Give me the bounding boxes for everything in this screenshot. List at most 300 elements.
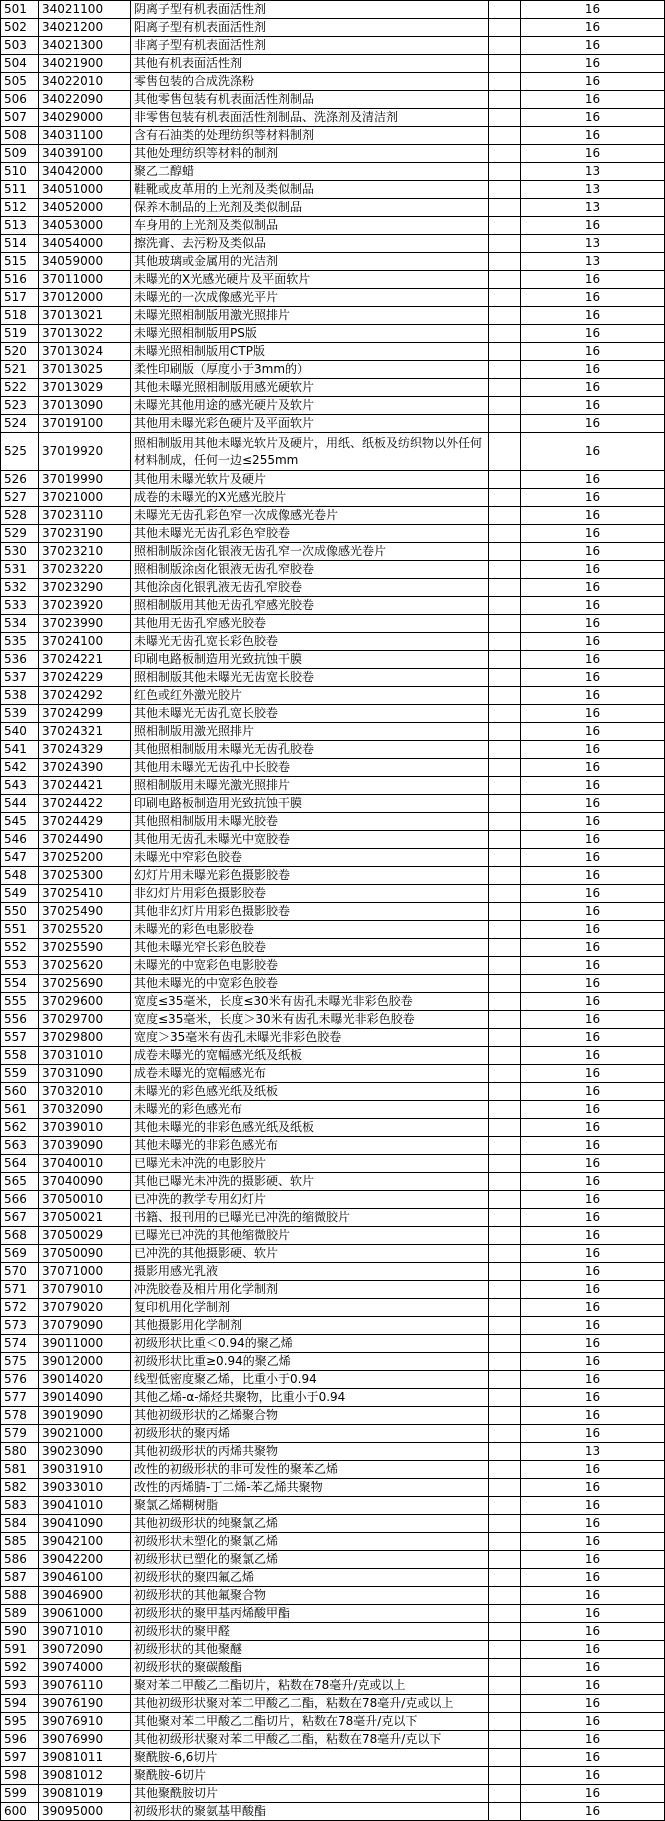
- row-number: 538: [1, 687, 39, 705]
- tax-rate: 16: [521, 1173, 665, 1191]
- tax-rate: 16: [521, 1713, 665, 1731]
- tax-rate: 16: [521, 1479, 665, 1497]
- blank-cell: [489, 1803, 521, 1821]
- table-row: [1, 1029, 665, 1047]
- tax-rate: 13: [521, 1443, 665, 1461]
- tax-rate: 16: [521, 1065, 665, 1083]
- tax-rate: 16: [521, 1659, 665, 1677]
- commodity-name: 非离子型有机表面活性剂: [131, 37, 489, 55]
- tax-rate: 16: [521, 993, 665, 1011]
- blank-cell: [489, 181, 521, 199]
- blank-cell: [489, 1695, 521, 1713]
- commodity-code: 37023190: [39, 525, 131, 543]
- commodity-code: 37024490: [39, 831, 131, 849]
- blank-cell: [489, 489, 521, 507]
- row-number: 572: [1, 1299, 39, 1317]
- commodity-name: 其他未曝光的非彩色感光布: [131, 1137, 489, 1155]
- row-number: 598: [1, 1767, 39, 1785]
- row-number: 501: [1, 1, 39, 19]
- blank-cell: [489, 1551, 521, 1569]
- tax-rate: 16: [521, 1749, 665, 1767]
- blank-cell: [489, 1785, 521, 1803]
- blank-cell: [489, 127, 521, 145]
- blank-cell: [489, 1317, 521, 1335]
- commodity-name: 阳离子型有机表面活性剂: [131, 19, 489, 37]
- commodity-code: 37013021: [39, 307, 131, 325]
- commodity-code: 37023290: [39, 579, 131, 597]
- tax-rate: 16: [521, 597, 665, 615]
- commodity-code: 37023920: [39, 597, 131, 615]
- tax-rate: 16: [521, 1263, 665, 1281]
- table-row: [1, 1011, 665, 1029]
- commodity-name: 其他零售包装有机表面活性剂制品: [131, 91, 489, 109]
- commodity-code: 34031100: [39, 127, 131, 145]
- table-row: [1, 1443, 665, 1461]
- commodity-code: 39041010: [39, 1497, 131, 1515]
- commodity-code: 34029000: [39, 109, 131, 127]
- commodity-code: 37023990: [39, 615, 131, 633]
- blank-cell: [489, 993, 521, 1011]
- table-row: [1, 1731, 665, 1749]
- table-row: [1, 939, 665, 957]
- table-row: [1, 1713, 665, 1731]
- tax-rate: 16: [521, 307, 665, 325]
- blank-cell: [489, 939, 521, 957]
- commodity-code: 37013090: [39, 397, 131, 415]
- blank-cell: [489, 885, 521, 903]
- commodity-name: 初级形状的聚甲基丙烯酸甲酯: [131, 1605, 489, 1623]
- tax-rate: 13: [521, 163, 665, 181]
- tax-rate: 16: [521, 489, 665, 507]
- commodity-code: 37025490: [39, 903, 131, 921]
- commodity-name: 其他用无齿孔未曝光中宽胶卷: [131, 831, 489, 849]
- table-row: [1, 37, 665, 55]
- blank-cell: [489, 325, 521, 343]
- row-number: 532: [1, 579, 39, 597]
- blank-cell: [489, 55, 521, 73]
- commodity-code: 39042100: [39, 1533, 131, 1551]
- commodity-name: 照相制版用其他无齿孔窄感光胶卷: [131, 597, 489, 615]
- commodity-code: 37079020: [39, 1299, 131, 1317]
- tax-rate: 16: [521, 975, 665, 993]
- table-row: [1, 127, 665, 145]
- commodity-code: 37050029: [39, 1227, 131, 1245]
- commodity-code: 39081019: [39, 1785, 131, 1803]
- blank-cell: [489, 1515, 521, 1533]
- tax-rate: 16: [521, 145, 665, 163]
- table-row: [1, 91, 665, 109]
- commodity-code: 37024229: [39, 669, 131, 687]
- blank-cell: [489, 217, 521, 235]
- tax-rate: 16: [521, 831, 665, 849]
- commodity-name: 其他用未曝光彩色硬片及平面软片: [131, 415, 489, 433]
- table-row: [1, 109, 665, 127]
- commodity-code: 34059000: [39, 253, 131, 271]
- commodity-name: 其他初级形状聚对苯二甲酸乙二酯，粘数在78毫升/克以下: [131, 1731, 489, 1749]
- row-number: 590: [1, 1623, 39, 1641]
- commodity-code: 37024390: [39, 759, 131, 777]
- row-number: 524: [1, 415, 39, 433]
- tax-rate: 16: [521, 651, 665, 669]
- row-number: 559: [1, 1065, 39, 1083]
- table-row: [1, 1767, 665, 1785]
- commodity-code: 34054000: [39, 235, 131, 253]
- row-number: 556: [1, 1011, 39, 1029]
- tax-rate: 16: [521, 723, 665, 741]
- commodity-name: 其他未曝光无齿孔宽长胶卷: [131, 705, 489, 723]
- table-row: [1, 1479, 665, 1497]
- commodity-name: 初级形状未塑化的聚氯乙烯: [131, 1533, 489, 1551]
- table-row: [1, 1, 665, 19]
- commodity-code: 39076910: [39, 1713, 131, 1731]
- tax-rate: 16: [521, 1353, 665, 1371]
- blank-cell: [489, 615, 521, 633]
- tax-rate: 16: [521, 795, 665, 813]
- commodity-name: 初级形状的聚碳酸酯: [131, 1659, 489, 1677]
- tax-rate: 16: [521, 1299, 665, 1317]
- commodity-code: 37029700: [39, 1011, 131, 1029]
- commodity-code: 37025300: [39, 867, 131, 885]
- table-row: [1, 633, 665, 651]
- commodity-name: 其他未曝光的中宽彩色胶卷: [131, 975, 489, 993]
- tax-rate: 16: [521, 1209, 665, 1227]
- blank-cell: [489, 651, 521, 669]
- tax-rate: 13: [521, 199, 665, 217]
- row-number: 588: [1, 1587, 39, 1605]
- blank-cell: [489, 597, 521, 615]
- commodity-code: 37024299: [39, 705, 131, 723]
- tax-rate: 16: [521, 271, 665, 289]
- commodity-name: 初级形状的其他氟聚合物: [131, 1587, 489, 1605]
- blank-cell: [489, 1443, 521, 1461]
- tax-rate: 16: [521, 705, 665, 723]
- commodity-code: 37029800: [39, 1029, 131, 1047]
- blank-cell: [489, 1137, 521, 1155]
- tax-rate: 16: [521, 1569, 665, 1587]
- blank-cell: [489, 1335, 521, 1353]
- blank-cell: [489, 1047, 521, 1065]
- tax-rate: 16: [521, 37, 665, 55]
- commodity-code: 39042200: [39, 1551, 131, 1569]
- blank-cell: [489, 1119, 521, 1137]
- row-number: 585: [1, 1533, 39, 1551]
- table-row: [1, 741, 665, 759]
- table-row: [1, 1263, 665, 1281]
- commodity-name: 其他未曝光窄长彩色胶卷: [131, 939, 489, 957]
- commodity-name: 其他照相制版用未曝光无齿孔胶卷: [131, 741, 489, 759]
- commodity-name: 幻灯片用未曝光彩色摄影胶卷: [131, 867, 489, 885]
- commodity-code: 37024321: [39, 723, 131, 741]
- table-row: [1, 235, 665, 253]
- blank-cell: [489, 289, 521, 307]
- blank-cell: [489, 669, 521, 687]
- tax-rate: 13: [521, 253, 665, 271]
- row-number: 525: [1, 433, 39, 471]
- commodity-code: 37019100: [39, 415, 131, 433]
- row-number: 571: [1, 1281, 39, 1299]
- table-row: [1, 73, 665, 91]
- commodity-code: 37025200: [39, 849, 131, 867]
- tax-rate: 16: [521, 1191, 665, 1209]
- row-number: 593: [1, 1677, 39, 1695]
- commodity-name: 其他初级形状聚对苯二甲酸乙二酯，粘数在78毫升/克或以上: [131, 1695, 489, 1713]
- commodity-code: 39074000: [39, 1659, 131, 1677]
- commodity-code: 34021200: [39, 19, 131, 37]
- commodity-code: 34042000: [39, 163, 131, 181]
- commodity-code: 37024329: [39, 741, 131, 759]
- row-number: 555: [1, 993, 39, 1011]
- table-row: [1, 433, 665, 471]
- blank-cell: [489, 579, 521, 597]
- row-number: 561: [1, 1101, 39, 1119]
- blank-cell: [489, 253, 521, 271]
- commodity-name: 照相制版用激光照排片: [131, 723, 489, 741]
- table-row: [1, 615, 665, 633]
- table-row: [1, 361, 665, 379]
- tax-rate: 16: [521, 633, 665, 651]
- blank-cell: [489, 867, 521, 885]
- blank-cell: [489, 1011, 521, 1029]
- commodity-code: 37011000: [39, 271, 131, 289]
- commodity-code: 37071000: [39, 1263, 131, 1281]
- row-number: 517: [1, 289, 39, 307]
- commodity-name: 其他用未曝光软片及硬片: [131, 471, 489, 489]
- blank-cell: [489, 37, 521, 55]
- row-number: 566: [1, 1191, 39, 1209]
- tax-rate: 16: [521, 361, 665, 379]
- commodity-code: 37039090: [39, 1137, 131, 1155]
- tax-rate: 16: [521, 1389, 665, 1407]
- commodity-name: 宽度＞35毫米有齿孔未曝光非彩色胶卷: [131, 1029, 489, 1047]
- commodity-name: 其他初级形状的丙烯共聚物: [131, 1443, 489, 1461]
- tax-rate: 16: [521, 1245, 665, 1263]
- commodity-code: 39033010: [39, 1479, 131, 1497]
- table-row: [1, 579, 665, 597]
- blank-cell: [489, 1425, 521, 1443]
- blank-cell: [489, 507, 521, 525]
- table-row: [1, 507, 665, 525]
- table-row: [1, 1515, 665, 1533]
- tax-rate: 16: [521, 1641, 665, 1659]
- commodity-name: 其他初级形状的乙烯聚合物: [131, 1407, 489, 1425]
- tax-rate: 16: [521, 1137, 665, 1155]
- commodity-code: 37031090: [39, 1065, 131, 1083]
- commodity-code: 39061000: [39, 1605, 131, 1623]
- row-number: 535: [1, 633, 39, 651]
- commodity-code: 39014020: [39, 1371, 131, 1389]
- row-number: 553: [1, 957, 39, 975]
- commodity-name: 成卷未曝光的宽幅感光纸及纸板: [131, 1047, 489, 1065]
- commodity-name: 其他摄影用化学制剂: [131, 1317, 489, 1335]
- commodity-code: 39076990: [39, 1731, 131, 1749]
- tax-rate: 16: [521, 433, 665, 471]
- table-row: [1, 1533, 665, 1551]
- commodity-code: 34021300: [39, 37, 131, 55]
- row-number: 526: [1, 471, 39, 489]
- row-number: 581: [1, 1461, 39, 1479]
- table-row: [1, 343, 665, 361]
- table-row: [1, 597, 665, 615]
- row-number: 506: [1, 91, 39, 109]
- tax-rate: 16: [521, 1587, 665, 1605]
- row-number: 518: [1, 307, 39, 325]
- commodity-name: 其他初级形状的纯聚氯乙烯: [131, 1515, 489, 1533]
- commodity-name: 非零售包装有机表面活性剂制品、洗涤剂及清洁剂: [131, 109, 489, 127]
- blank-cell: [489, 1767, 521, 1785]
- blank-cell: [489, 397, 521, 415]
- table-row: [1, 415, 665, 433]
- blank-cell: [489, 471, 521, 489]
- row-number: 521: [1, 361, 39, 379]
- commodity-code: 39011000: [39, 1335, 131, 1353]
- blank-cell: [489, 1713, 521, 1731]
- table-row: [1, 1317, 665, 1335]
- row-number: 527: [1, 489, 39, 507]
- table-row: [1, 849, 665, 867]
- commodity-code: 34022010: [39, 73, 131, 91]
- table-row: [1, 271, 665, 289]
- tax-rate: 16: [521, 217, 665, 235]
- commodity-code: 39076110: [39, 1677, 131, 1695]
- row-number: 502: [1, 19, 39, 37]
- commodity-name: 初级形状的其他聚醚: [131, 1641, 489, 1659]
- table-row: [1, 1119, 665, 1137]
- blank-cell: [489, 1065, 521, 1083]
- table-row: [1, 921, 665, 939]
- row-number: 509: [1, 145, 39, 163]
- tax-rate: 16: [521, 325, 665, 343]
- tax-rate: 16: [521, 1335, 665, 1353]
- table-row: [1, 795, 665, 813]
- row-number: 560: [1, 1083, 39, 1101]
- table-row: [1, 903, 665, 921]
- row-number: 600: [1, 1803, 39, 1821]
- commodity-name: 未曝光的中宽彩色电影胶卷: [131, 957, 489, 975]
- blank-cell: [489, 1155, 521, 1173]
- commodity-name: 未曝光照相制版用PS版: [131, 325, 489, 343]
- commodity-code: 37024221: [39, 651, 131, 669]
- commodity-name: 含有石油类的处理纺织等材料制剂: [131, 127, 489, 145]
- table-row: [1, 1551, 665, 1569]
- table-row: [1, 1101, 665, 1119]
- commodity-code: 39081012: [39, 1767, 131, 1785]
- commodity-name: 初级形状的聚四氟乙烯: [131, 1569, 489, 1587]
- row-number: 542: [1, 759, 39, 777]
- commodity-code: 39019090: [39, 1407, 131, 1425]
- blank-cell: [489, 705, 521, 723]
- table-row: [1, 561, 665, 579]
- blank-cell: [489, 975, 521, 993]
- row-number: 582: [1, 1479, 39, 1497]
- blank-cell: [489, 1389, 521, 1407]
- row-number: 529: [1, 525, 39, 543]
- commodity-name: 鞋靴或皮革用的上光剂及类似制品: [131, 181, 489, 199]
- commodity-code: 37025690: [39, 975, 131, 993]
- row-number: 534: [1, 615, 39, 633]
- table-row: [1, 55, 665, 73]
- row-number: 523: [1, 397, 39, 415]
- table-row: [1, 1209, 665, 1227]
- table-row: [1, 687, 665, 705]
- commodity-code: 37019990: [39, 471, 131, 489]
- tax-rate: 16: [521, 1497, 665, 1515]
- blank-cell: [489, 19, 521, 37]
- commodity-code: 39072090: [39, 1641, 131, 1659]
- blank-cell: [489, 199, 521, 217]
- blank-cell: [489, 813, 521, 831]
- commodity-name: 未曝光照相制版用激光照排片: [131, 307, 489, 325]
- row-number: 540: [1, 723, 39, 741]
- blank-cell: [489, 271, 521, 289]
- row-number: 541: [1, 741, 39, 759]
- commodity-code: 37032010: [39, 1083, 131, 1101]
- blank-cell: [489, 145, 521, 163]
- commodity-name: 印刷电路板制造用光致抗蚀干膜: [131, 795, 489, 813]
- blank-cell: [489, 1641, 521, 1659]
- row-number: 516: [1, 271, 39, 289]
- commodity-name: 未曝光中窄彩色胶卷: [131, 849, 489, 867]
- commodity-name: 其他用未曝光无齿孔中长胶卷: [131, 759, 489, 777]
- commodity-name: 保养木制品的上光剂及类似制品: [131, 199, 489, 217]
- blank-cell: [489, 1209, 521, 1227]
- table-row: [1, 705, 665, 723]
- row-number: 583: [1, 1497, 39, 1515]
- row-number: 537: [1, 669, 39, 687]
- table-row: [1, 1155, 665, 1173]
- table-row: [1, 1677, 665, 1695]
- table-row: [1, 759, 665, 777]
- row-number: 536: [1, 651, 39, 669]
- commodity-name: 照相制版涂卤化银液无齿孔窄胶卷: [131, 561, 489, 579]
- commodity-code: 37012000: [39, 289, 131, 307]
- tax-rate: 16: [521, 759, 665, 777]
- commodity-name: 照相制版用未曝光激光照排片: [131, 777, 489, 795]
- table-row: [1, 1497, 665, 1515]
- commodity-name: 未曝光照相制版用CTP版: [131, 343, 489, 361]
- row-number: 549: [1, 885, 39, 903]
- table-row: [1, 145, 665, 163]
- blank-cell: [489, 1245, 521, 1263]
- commodity-name: 初级形状的聚氨基甲酸酯: [131, 1803, 489, 1821]
- commodity-name: 零售包装的合成洗涤粉: [131, 73, 489, 91]
- row-number: 589: [1, 1605, 39, 1623]
- blank-cell: [489, 91, 521, 109]
- table-row: [1, 1227, 665, 1245]
- commodity-code: 39041090: [39, 1515, 131, 1533]
- table-row: [1, 1641, 665, 1659]
- table-row: [1, 885, 665, 903]
- blank-cell: [489, 759, 521, 777]
- tax-rate: 16: [521, 1407, 665, 1425]
- commodity-name: 已冲洗的教学专用幻灯片: [131, 1191, 489, 1209]
- table-row: [1, 1281, 665, 1299]
- table-row: [1, 1245, 665, 1263]
- table-row: [1, 199, 665, 217]
- tax-rate: 16: [521, 1461, 665, 1479]
- blank-cell: [489, 1029, 521, 1047]
- tax-rate: 16: [521, 379, 665, 397]
- table-row: [1, 489, 665, 507]
- tax-rate: 16: [521, 1119, 665, 1137]
- commodity-code: 37013022: [39, 325, 131, 343]
- table-row: [1, 1137, 665, 1155]
- commodity-name: 未曝光的彩色电影胶卷: [131, 921, 489, 939]
- table-row: [1, 1083, 665, 1101]
- commodity-code: 37023220: [39, 561, 131, 579]
- blank-cell: [489, 1, 521, 19]
- row-number: 548: [1, 867, 39, 885]
- table-row: [1, 1047, 665, 1065]
